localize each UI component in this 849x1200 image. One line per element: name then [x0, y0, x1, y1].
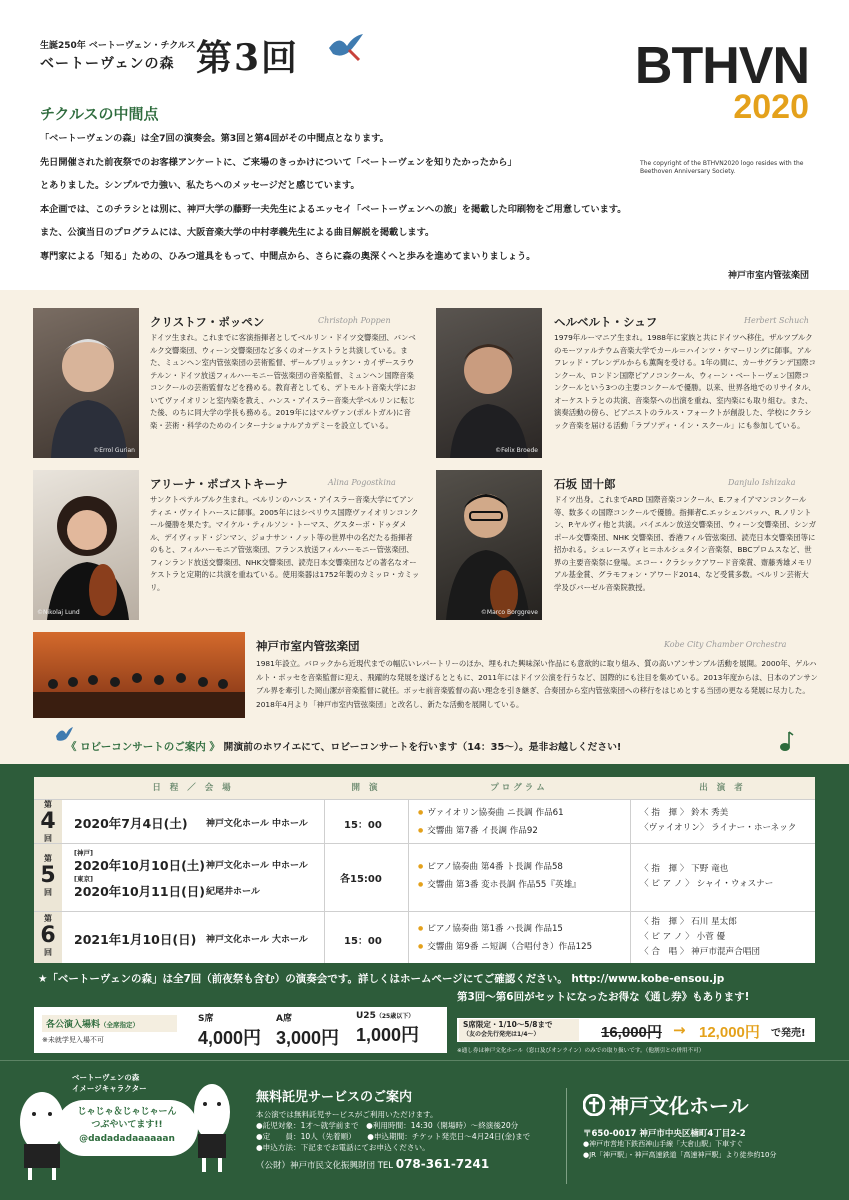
price-label-text: 各公演入場料: [46, 1020, 101, 1030]
bthvn-logo-year: 2020: [733, 88, 809, 126]
table-row: [34, 843, 815, 911]
hall-info: [583, 1090, 776, 1161]
pass-limited-note: （友の会先行発売は1/4～）: [463, 1031, 540, 1038]
column-divider: [408, 799, 409, 963]
divider: [566, 1088, 567, 1184]
program-item: ● 交響曲 第3番 変ホ長調 作品55『英雄』: [418, 880, 581, 890]
pass-headline: 第3回～第6回がセットになったお得な《通し券》もあります!: [457, 991, 750, 1003]
round-prefix: 第: [44, 914, 52, 923]
city-tag: [神戸]: [74, 849, 93, 857]
performer: 〈 ピ ア ノ 〉 シャイ・ウォスナー: [640, 879, 774, 889]
installment-number: 第3回: [196, 37, 300, 79]
pass-old-price: 16,000円: [601, 1024, 662, 1041]
lobby-notice: [66, 739, 621, 754]
intro-signature: 神戸市室内管弦楽団: [727, 271, 809, 281]
hall-address: 〒650-0017 神戸市中央区楠町4丁目2-2: [583, 1129, 746, 1139]
header-subtitle: 生誕250年 ベートーヴェン・チクルス: [40, 41, 196, 51]
round-number: 5: [40, 863, 56, 888]
photo-credit: ©Felix Broede: [495, 447, 538, 454]
performer: 〈 指 揮 〉 下野 竜也: [640, 864, 729, 874]
music-note-icon: [777, 730, 795, 754]
price-u25-note: （25歳以下）: [375, 1013, 415, 1020]
schuch-name: ヘルベルト・シュフ: [554, 315, 658, 329]
pogostkina-bio: サンクトペテルブルク生まれ。ベルリンのハンス・アイスラー音楽大学にてアンティエ・ヴァイトハースに師事。2005年にはシベリウス国際ヴァイオリンコンクール優勝を果たす。マイケル・ティルソン・トーマス、グスターボ・ドゥダメル、デイヴィッド・ジンマン、ジョナサン・ノット等の世界中の名だたる指揮者のもと、フィルハーモニア管弦楽団、フランス放送フィルハーモニー管弦楽団、フィンランド放送交響楽団、NHK交響楽団、読売日本交響楽団などの著名なオーケストラと定期的に共演を重ねている。使用楽器は1752年製のカミッロ・カミッリ。: [150, 495, 420, 592]
poppen-photo: [33, 308, 139, 458]
city-tag: [東京]: [74, 875, 93, 883]
poppen-bio: ドイツ生まれ。これまでに客演指揮者としてベルリン・ドイツ交響楽団、バンベルク交響楽団、ウィーン交響楽団など多くのオーケストラと共演している。また、ミュンヘン室内管弦楽団の芸術監督、ザールブリュッケン・カイザースラウテルン・ドイツ放送フィルハーモニー管弦楽団の音楽監督、ミュンヘン国際音楽コンクールの芸術監督などを務める。教育者としても、デトモルト音楽大学においてヴァイオリンと室内楽を教え、ハンス・アイスラー音楽大学ベルリンに転じた後、のちに同大学の学長も務める。2019年にはマルヴァン(ポルトガル)に音楽・芸術・科学のためのインターナショナルアカデミーを設立している。: [150, 333, 416, 430]
orchestra-bio: 1981年設立。バロックから近現代までの幅広いレパートリーのほか、埋もれた興味深い作品にも意欲的に取り組み、質の高いアンサンブル活動を展開。2000年、ゲルハルト・ボッセを音楽監督に迎え、飛躍的な発展を遂げるとともに、2011年にはドイツ公演を行うなど、国際的にも注目を集めている。2013年度からは、日本のアンサンブル界を牽引した岡山潔が音楽監督に就任。ボッセ前音楽監督の高い理念を引き継ぎ、合奏団から室内管弦楽団への移行をはじめとする当団の更なる発展に尽力した。2018年4月より「神戸市室内管弦楽団」と改名し、新たな活動を展開している。: [256, 659, 818, 709]
col-header-time: 開 演: [324, 777, 408, 799]
concert-venue: 神戸文化ホール 中ホール: [206, 861, 308, 871]
intro-text: [40, 127, 640, 268]
photo-credit: ©Nikolaj Lund: [37, 609, 80, 616]
series-title: ベートーヴェンの森: [40, 56, 175, 72]
photo-credit: ©Errol Gurian: [93, 447, 135, 454]
pass-new-suffix: で発売!: [771, 1028, 806, 1039]
poppen-name-en: Christoph Poppen: [318, 316, 391, 325]
program-item: ● ヴァイオリン協奏曲 ニ長調 作品61: [418, 808, 564, 818]
pogostkina-photo: [33, 470, 139, 620]
portrait-icon: [436, 470, 542, 620]
childcare-item: ●申込方法：下記までお電話にてお申込ください。: [256, 1143, 430, 1152]
hall-logo: [583, 1090, 776, 1119]
header-corner: [34, 777, 62, 799]
program-list: [418, 920, 592, 956]
round-label: [34, 800, 62, 843]
price-u25-key-text: U25: [356, 1011, 376, 1021]
round-suffix: 回: [44, 948, 52, 957]
hall-access: ●JR「神戸駅」・神戸高速鉄道「高速神戸駅」より徒歩約10分: [583, 1151, 777, 1159]
pass-limited: [459, 1019, 579, 1041]
pass-limited-text: S席限定・1/10～5/8まで: [463, 1020, 553, 1029]
pass-new-price: 12,000円: [699, 1024, 760, 1041]
intro-line: とありました。シンプルで力強い、私たちへのメッセージだと感じています。: [40, 180, 360, 191]
orchestra-name: 神戸市室内管弦楽団: [256, 639, 360, 653]
concert-date: 2021年1月10日(日): [74, 932, 197, 947]
hall-logo-icon: [583, 1094, 605, 1116]
price-u25-value: 1,000円: [356, 1025, 420, 1045]
ishizaka-photo: [436, 470, 542, 620]
childcare-contact: [256, 1157, 530, 1171]
concert-date: 2020年7月4日(土): [74, 816, 188, 831]
price-a-key: A席: [276, 1014, 292, 1024]
col-header-program: プログラム: [408, 777, 630, 799]
intro-line: 専門家による「知る」ための、ひみつ道具をもって、中間点から、さらに森の奥深くへと歩みを進めてまいりましょう。: [40, 250, 536, 262]
intro-line: 「ベートーヴェンの森」は全7回の演奏会。第3回と第4回がその中間点となります。: [40, 133, 389, 144]
mascot-catch: つぶやいてます!!: [91, 1120, 163, 1130]
column-divider: [630, 799, 631, 963]
price-u25: [356, 1011, 419, 1047]
logo-copyright: The copyright of the BTHVN2020 logo resides with the Beethoven Anniversary Society.: [640, 160, 804, 175]
photo-credit: ©Marco Borggreve: [480, 609, 538, 616]
mascot-intro-line: イメージキャラクター: [72, 1084, 147, 1093]
intro-line: また、公演当日のプログラムには、大阪音楽大学の中村孝義先生による曲目解説を掲載します。: [40, 227, 435, 238]
price-a: [276, 1011, 339, 1050]
round-label: [34, 844, 62, 911]
price-u25-key: [356, 1011, 419, 1021]
performer: 〈 合 唱 〉 神戸市混声合唱団: [640, 947, 760, 957]
schuch-name-en: Herbert Schuch: [744, 316, 809, 325]
pass-footnote: ※通し券は神戸文化ホール（窓口及びオンライン）のみでの取り扱いです。（他割引との併用不可）: [457, 1048, 705, 1054]
portrait-icon: [33, 470, 139, 620]
performer: 〈 指 揮 〉 石川 星太郎: [640, 917, 737, 927]
performer: 〈 ピ ア ノ 〉 小菅 優: [640, 932, 726, 942]
price-s: [198, 1011, 261, 1050]
table-row: [34, 911, 815, 963]
concert-venue: 神戸文化ホール 中ホール: [206, 819, 308, 829]
poppen-name: クリストフ・ポッペン: [150, 315, 265, 329]
lobby-body: 開演前のホワイエにて、ロビーコンサートを行います（14：35～）。是非お越しください!: [223, 742, 622, 753]
childcare-item: ●託児対象：1才～就学前まで ●利用時間：14:30（開場時）～終演後20分: [256, 1121, 519, 1130]
orchestra-icon: [33, 632, 245, 718]
price-sub: ※未就学児入場不可: [42, 1036, 104, 1044]
round-suffix: 回: [44, 834, 52, 843]
program-item: ● ピアノ協奏曲 第1番 ハ長調 作品15: [418, 924, 563, 934]
price-s-value: 4,000円: [198, 1028, 262, 1048]
ishizaka-bio: ドイツ出身。これまでARD 国際音楽コンクール、E.フォイアマンコンクール等、数多くの国際コンクールで優勝。指揮者C.エッシェンバッハ、R.ノリントン、P.ヤルヴィ他と共演。バイエルン放送交響楽団、ウィーン交響楽団、シンガポール交響楽団、NHK 交響楽団、香港フィル管弦楽団、読売日本交響楽団等に招かれる。シュレースヴィヒ＝ホルシュタイン音楽祭、BBCプロムスなど、世界の主要音楽祭に登場。エコー・クラシックアワード音楽賞、齋藤秀雄メモリアル基金賞、グラモフォン・アワード2014、など受賞多数。ベルリン芸術大学及びバーゼル音楽院教授。: [554, 495, 816, 592]
program-item: ● 交響曲 第9番 ニ短調（合唱付き）作品125: [418, 942, 592, 952]
mascot-area: [12, 1066, 232, 1186]
ishizaka-name-en: Danjulo Ishizaka: [728, 478, 796, 487]
intro-line: 本企画では、このチラシとは別に、神戸大学の藤野一夫先生によるエッセイ「ベートーヴェンへの旅」を掲載した印刷物をご用意しています。: [40, 203, 627, 215]
pass-arrow: →: [673, 1021, 686, 1039]
divider: [0, 1060, 849, 1061]
mascot-intro: [72, 1072, 147, 1094]
price-box: [34, 1007, 447, 1053]
price-s-key: S席: [198, 1014, 214, 1024]
bthvn-logo: BTHVN: [634, 37, 809, 95]
concert-date: 2020年10月11日(日): [74, 884, 206, 899]
price-label-note: （全席指定）: [100, 1021, 140, 1029]
series-note: ★「ベートーヴェンの森」は全7回（前夜祭も含む）の演奏会です。詳しくはホームページにてご確認ください。 http://www.kobe-ensou.jp: [38, 973, 725, 985]
schuch-bio: 1979年ルーマニア生まれ。1988年に家族と共にドイツへ移住。ザルツブルクのモーツァルテウム音楽大学でカール＝ハインツ・ケマーリングに師事。アルフレッド・ブレンデルからも薫陶を受ける。1年の間に、カーサグランデ国際コンクール、ロンドン国際ピアノコンクール、ウィーン・ベートーヴェン国際コンクールという3つの主要コンクールで優勝。以来、世界各地でのリサイタル、オーケストラとの共演、音楽祭への出演を重ね、室内楽にも取り組む。また、演奏活動の傍ら、ピアニストのラルス・フォークトが創設した、学校にクラシック音楽を届ける活動「ラプソディ・イン・スクール」にも参加している。: [554, 333, 816, 430]
hall-name: 神戸文化ホール: [609, 1094, 749, 1118]
mascot-intro-line: ベートーヴェンの森: [72, 1073, 140, 1082]
concert-time: 15：00: [344, 820, 382, 831]
mascot-bubble: [56, 1100, 198, 1156]
childcare-title: 無料託児サービスのご案内: [256, 1090, 413, 1105]
program-list: [418, 858, 581, 894]
concert-time: 各15:00: [340, 874, 382, 885]
orchestra-photo: [33, 632, 245, 718]
round-prefix: 第: [44, 854, 52, 863]
round-label: [34, 912, 62, 963]
intro-line: 先日開催された前夜祭でのお客様アンケートに、ご来場のきっかけについて「ベートーヴェンを知りたかったから」: [40, 156, 517, 168]
round-suffix: 回: [44, 888, 52, 897]
performer-list: [640, 862, 773, 892]
schedule-table: [34, 777, 815, 963]
concert-time: 15：00: [344, 936, 382, 947]
concert-venue: 紀尾井ホール: [206, 887, 260, 897]
round-number: 6: [40, 923, 56, 948]
col-header-date: 日 程 ／ 会 場: [62, 777, 324, 799]
price-label: [42, 1015, 177, 1032]
pogostkina-name-en: Alina Pogostkina: [328, 478, 396, 487]
childcare-intro: 本公演では無料託児サービスがご利用いただけます。: [256, 1110, 438, 1119]
program-item: ● ピアノ協奏曲 第4番 ト長調 作品58: [418, 862, 563, 872]
concert-date: 2020年10月10日(土): [74, 858, 206, 873]
round-number: 4: [40, 809, 56, 834]
round-prefix: 第: [44, 800, 52, 809]
schuch-photo: [436, 308, 542, 458]
performer: 〈 指 揮 〉 鈴木 秀美: [640, 808, 729, 818]
hall-access: ●神戸市営地下鉄西神山手線「大倉山駅」下車すぐ: [583, 1140, 744, 1148]
price-a-value: 3,000円: [276, 1028, 340, 1048]
program-item: ● 交響曲 第7番 イ長調 作品92: [418, 826, 538, 836]
orchestra-name-en: Kobe City Chamber Orchestra: [664, 640, 787, 649]
childcare-tel[interactable]: 078-361-7241: [395, 1157, 490, 1171]
mascot-catch: じゃじゃ＆じゃじゃーん: [77, 1107, 177, 1117]
portrait-icon: [436, 308, 542, 458]
pass-box: [457, 1018, 815, 1042]
ishizaka-name: 石坂 団十郎: [554, 477, 616, 491]
performer-list: [640, 915, 760, 960]
concert-venue: 神戸文化ホール 大ホール: [206, 935, 308, 945]
childcare-info: [256, 1086, 530, 1171]
pogostkina-name: アリーナ・ポゴストキーナ: [150, 477, 288, 491]
column-divider: [324, 799, 325, 963]
portrait-icon: [33, 308, 139, 458]
bird-icon: [325, 28, 365, 64]
performer: 〈ヴァイオリン〉 ライナー・ホーネック: [640, 823, 797, 833]
childcare-org: （公財）神戸市民文化振興財団: [256, 1161, 376, 1171]
tel-label: TEL: [377, 1161, 394, 1171]
lobby-title: 《 ロビーコンサートのご案内 》: [66, 741, 220, 753]
program-list: [418, 804, 564, 840]
performer-list: [640, 806, 796, 836]
childcare-item: ●定 員：10人（先着順） ●申込期間：チケット発売日～4月24日(金)まで: [256, 1132, 531, 1141]
mascot-twitter-handle[interactable]: @dadadadaaaaaan: [79, 1134, 175, 1144]
intro-title: チクルスの中間点: [40, 105, 159, 123]
col-header-performers: 出 演 者: [630, 777, 815, 799]
table-row: [34, 799, 815, 843]
